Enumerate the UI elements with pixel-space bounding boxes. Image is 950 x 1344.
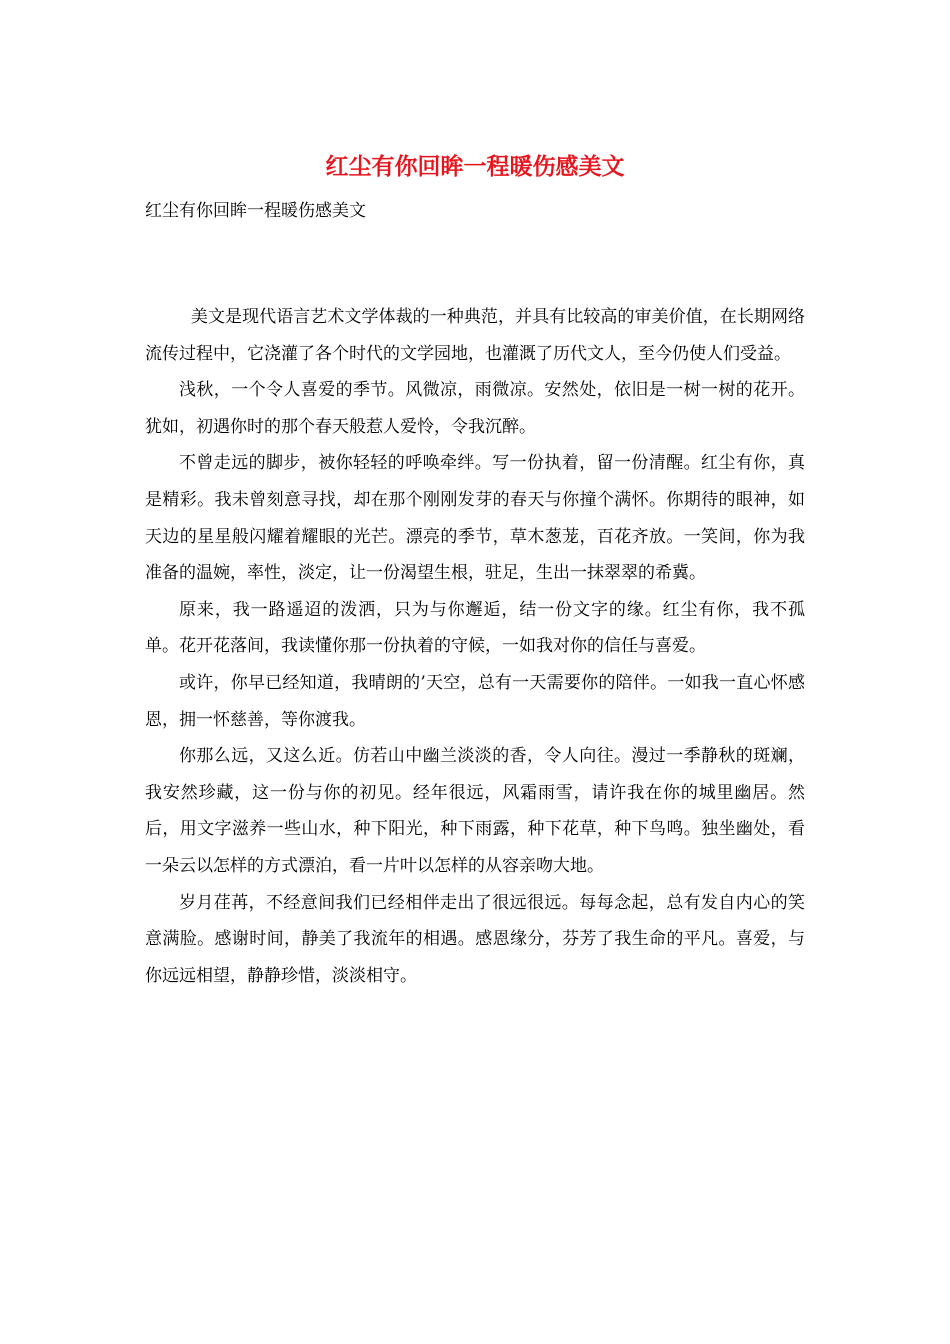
paragraph: 或许，你早已经知道，我晴朗的’天空，总有一天需要你的陪伴。一如我一直心怀感恩，拥一怀慈善，等你渡我。 [145,672,805,730]
paragraph-intro: 美文是现代语言艺术文学体裁的一种典范，并具有比较高的审美价值，在长期网络流传过程中，它浇灌了各个时代的文学园地，也灌溉了历代文人，至今仍使人们受益。 [145,307,805,364]
paragraph: 你那么远，又这么近。仿若山中幽兰淡淡的香，令人向往。漫过一季静秋的斑斓，我安然珍藏，这一份与你的初见。经年很远，风霜雨雪，请许我在你的城里幽居。然后，用文字滋养一些山水，种下阳光，种下雨露，种下花草，种下鸟鸣。独坐幽处，看一朵云以怎样的方式漂泊，看一片叶以怎样的从容亲吻大地。 [145,746,805,876]
document-title: 红尘有你回眸一程暖伤感美文 [325,153,625,180]
paragraph: 原来，我一路遥迢的泼洒，只为与你邂逅，结一份文字的缘。红尘有你，我不孤单。花开花落间，我读懂你那一份执着的守候，一如我对你的信任与喜爱。 [145,599,805,657]
paragraph: 不曾走远的脚步，被你轻轻的呼唤牵绊。写一份执着，留一份清醒。红尘有你，真是精彩。我未曾刻意寻找，却在那个刚刚发芽的春天与你撞个满怀。你期待的眼神，如天边的星星般闪耀着耀眼的光芒。漂亮的季节，草木葱茏，百花齐放。一笑间，你为我准备的温婉，率性，淡定，让一份渴望生根，驻足，生出一抹翠翠的希冀。 [145,453,805,584]
document-subtitle: 红尘有你回眸一程暖伤感美文 [145,201,366,221]
paragraph: 岁月荏苒，不经意间我们已经相伴走出了很远很远。每每念起，总有发自内心的笑意满脸。感谢时间，静美了我流年的相遇。感恩缘分，芬芳了我生命的平凡。喜爱，与你远远相望，静静珍惜，淡淡相守。 [145,892,805,986]
article-body [145,299,805,994]
paragraph: 浅秋，一个令人喜爱的季节。风微凉，雨微凉。安然处，依旧是一树一树的花开。犹如，初遇你时的那个春天般惹人爱怜，令我沉醉。 [145,380,805,437]
